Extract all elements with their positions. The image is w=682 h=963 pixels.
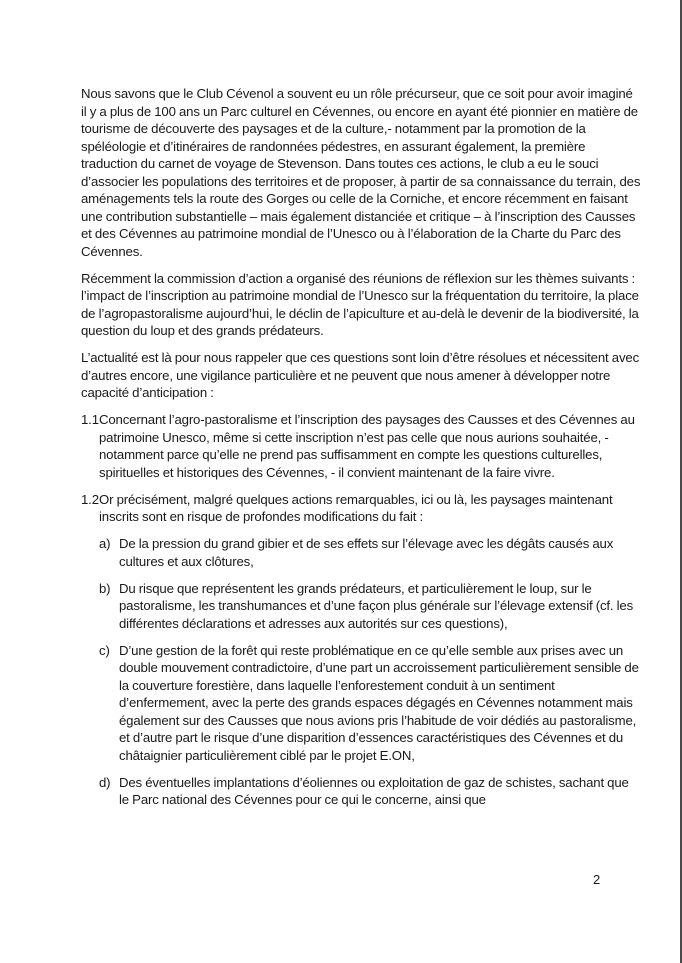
item-text: De la pression du grand gibier et de ses effets sur l’élevage avec les dégâts causés aux cultures et aux clôtures, <box>119 536 614 569</box>
item-letter: a) <box>99 536 111 551</box>
paragraph-actualite: L’actualité est là pour nous rappeler que ces questions sont loin d’être résolues et nécessitent avec d’autres encore, une vigilance particulière et ne peuvent que nous amener à développer notre capacité d’anticipation : <box>81 350 640 400</box>
item-text: Des éventuelles implantations d’éoliennes ou exploitation de gaz de schistes, sachant que le Parc national des Cévennes pour ce qui le concerne, ainsi que <box>119 774 629 807</box>
item-text: Or précisément, malgré quelques actions remarquables, ici ou là, les paysages maintenant inscrits sont en risque de profondes modifications du fait : <box>99 491 613 524</box>
item-letter: c) <box>99 642 110 658</box>
numbered-item-1-2 <box>81 491 641 526</box>
lettered-item-b <box>99 580 641 633</box>
item-number: 1.1 <box>81 412 99 427</box>
numbered-item-1-1 <box>81 411 641 481</box>
document-body <box>81 85 641 818</box>
item-number: 1.2 <box>81 491 99 507</box>
page-number: 2 <box>593 872 601 887</box>
item-text: Concernant l’agro-pastoralisme et l’inscription des paysages des Causses et des Cévennes au patrimoine Unesco, même si cette inscription n’est pas celle que nous aurions souhaitée, - notamment parce qu’elle ne prend pas suffisamment en compte les questions culturelles, spirituelles et historiques des Cévennes, - il convient maintenant de la faire vivre. <box>99 412 635 480</box>
paragraph-intro: Nous savons que le Club Cévenol a souvent eu un rôle précurseur, que ce soit pour avoir imaginé il y a plus de 100 ans un Parc culturel en Cévennes, ou encore en ayant été pionnier en matière de tourisme de découverte des paysages et de la culture,- notamment par la promotion de la spéléologie et d’itinéraires de randonnées pédestres, en assurant également, la première traduction du carnet de voyage de Stevenson. Dans toutes ces actions, le club a eu le souci d’associer les populations des territoires et de proposer, à partir de sa connaissance du terrain, des aménagements tels la route des Gorges ou celle de la Corniche, et encore récemment en faisant une contribution substantielle – mais également distanciée et critique – à l’inscription des Causses et des Cévennes au patrimoine mondial de l’Unesco ou à l’élaboration de la Charte du Parc des Cévennes. <box>81 86 641 259</box>
item-text: D’une gestion de la forêt qui reste problématique en ce qu’elle semble aux prises avec un double mouvement contradictoire, d’une part un accroissement particulièrement sensible de la couverture forestière, dans laquelle l’enforestement conduit à un sentiment d’enfermement, avec la perte des grands espaces dégagés en Cévennes notamment mais également sur des Causses que nous avions pris l’habitude de voir dédiés au pastoralisme, et d’autre part le risque d’une disparition d’essences caractéristiques des Cévennes et du châtaignier particulièrement ciblé par le projet E.ON, <box>119 642 639 763</box>
item-text: Du risque que représentent les grands prédateurs, et particulièrement le loup, sur le pastoralisme, les transhumances et d’une façon plus générale sur l’élevage extensif (cf. les différentes déclarations et adresses aux autorités sur ces questions), <box>119 580 634 631</box>
item-letter: d) <box>99 774 111 790</box>
lettered-item-c <box>99 642 641 765</box>
paragraph-commission: Récemment la commission d’action a organisé des réunions de réflexion sur les thèmes suivants : l’impact de l’inscription au patrimoine mondial de l’Unesco sur la fréquentation du territoire, la place de l’agropastoralisme aujourd’hui, le déclin de l’apiculture et au-delà le devenir de la biodiversité, la question du loup et des grands prédateurs. <box>81 270 639 338</box>
lettered-item-d <box>99 774 641 809</box>
lettered-item-a <box>99 535 641 570</box>
item-letter: b) <box>99 580 111 596</box>
